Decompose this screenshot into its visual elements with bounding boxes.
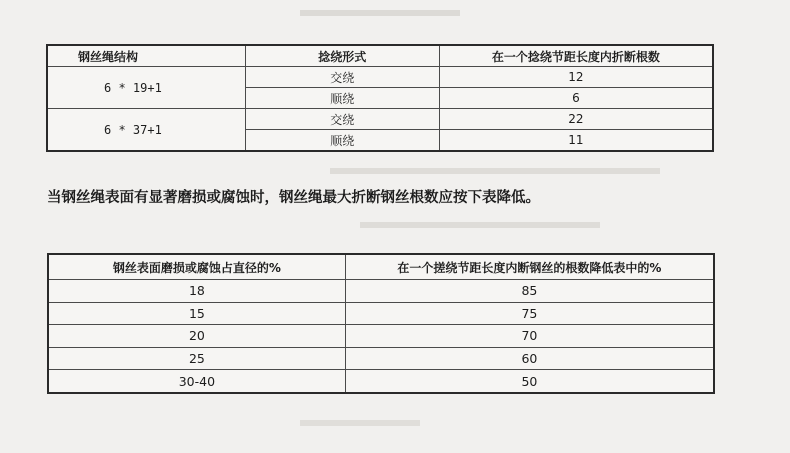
wear-cell: 30-40 bbox=[48, 370, 345, 393]
count-cell: 11 bbox=[439, 130, 713, 152]
lay-cell: 交绕 bbox=[245, 67, 439, 88]
table-row bbox=[48, 302, 714, 325]
wear-cell: 20 bbox=[48, 325, 345, 348]
table-row bbox=[48, 347, 714, 370]
count-cell: 6 bbox=[439, 88, 713, 109]
bleed-through-line bbox=[360, 222, 600, 228]
structure-cell: 6 * 19+1 bbox=[47, 67, 245, 109]
reduction-cell: 50 bbox=[345, 370, 714, 393]
table-row bbox=[48, 370, 714, 393]
header-structure: 钢丝绳结构 bbox=[47, 45, 245, 67]
header-reduction-percent: 在一个搓绕节距长度内断钢丝的根数降低表中的% bbox=[345, 254, 714, 280]
wear-cell: 25 bbox=[48, 347, 345, 370]
table-header-row bbox=[48, 254, 714, 280]
bleed-through-line bbox=[300, 10, 460, 16]
lay-cell: 交绕 bbox=[245, 109, 439, 130]
wire-rope-break-table bbox=[46, 44, 714, 152]
table-row bbox=[48, 280, 714, 303]
count-cell: 22 bbox=[439, 109, 713, 130]
lay-cell: 顺绕 bbox=[245, 88, 439, 109]
bleed-through-line bbox=[300, 420, 420, 426]
table-header-row bbox=[47, 45, 713, 67]
reduction-cell: 60 bbox=[345, 347, 714, 370]
header-break-count: 在一个捻绕节距长度内折断根数 bbox=[439, 45, 713, 67]
table-row bbox=[48, 325, 714, 348]
table-row bbox=[47, 109, 713, 130]
structure-cell: 6 * 37+1 bbox=[47, 109, 245, 152]
reduction-cell: 75 bbox=[345, 302, 714, 325]
wear-reduction-table bbox=[47, 253, 715, 394]
instruction-sentence: 当钢丝绳表面有显著磨损或腐蚀时，钢丝绳最大折断钢丝根数应按下表降低。 bbox=[47, 190, 540, 206]
wear-cell: 18 bbox=[48, 280, 345, 303]
lay-cell: 顺绕 bbox=[245, 130, 439, 152]
reduction-cell: 70 bbox=[345, 325, 714, 348]
bleed-through-line bbox=[330, 168, 660, 174]
header-lay-type: 捻绕形式 bbox=[245, 45, 439, 67]
wear-cell: 15 bbox=[48, 302, 345, 325]
count-cell: 12 bbox=[439, 67, 713, 88]
header-wear-percent: 钢丝表面磨损或腐蚀占直径的% bbox=[48, 254, 345, 280]
table-row bbox=[47, 67, 713, 88]
reduction-cell: 85 bbox=[345, 280, 714, 303]
